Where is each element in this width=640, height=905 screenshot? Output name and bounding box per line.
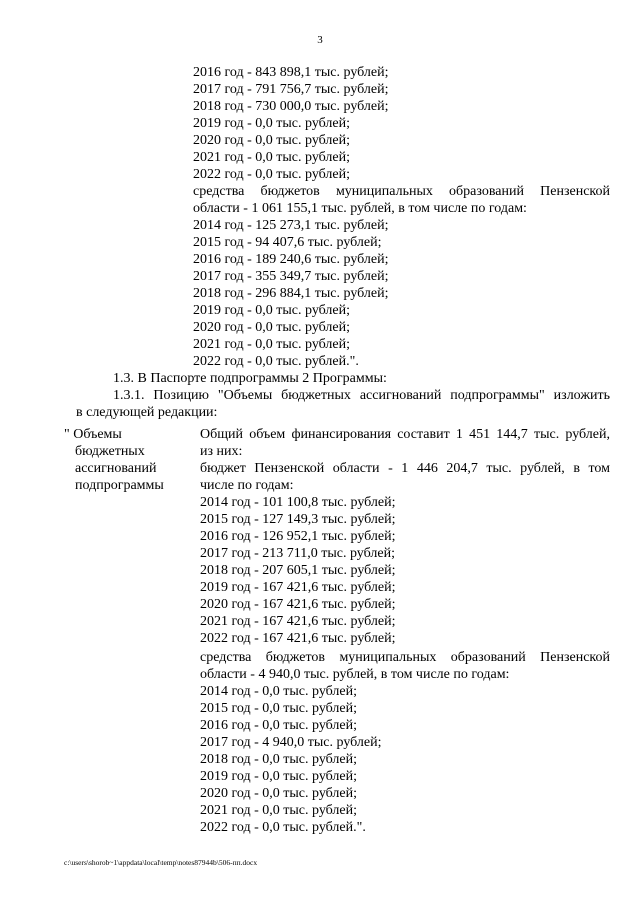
position-label: подпрограммы xyxy=(75,478,164,493)
list-item: 2022 год - 0,0 тыс. рублей; xyxy=(193,167,351,182)
list-item: 2014 год - 0,0 тыс. рублей; xyxy=(200,684,358,699)
list-item: 2016 год - 189 240,6 тыс. рублей; xyxy=(193,252,389,267)
list-item: 2015 год - 94 407,6 тыс. рублей; xyxy=(193,235,382,250)
list-item: 2019 год - 167 421,6 тыс. рублей; xyxy=(200,580,396,595)
regional-budget: числе по годам: xyxy=(200,478,294,493)
list-item: 2015 год - 0,0 тыс. рублей; xyxy=(200,701,358,716)
list-item: 2021 год - 0,0 тыс. рублей; xyxy=(200,803,358,818)
list-item: 2021 год - 167 421,6 тыс. рублей; xyxy=(200,614,396,629)
list-item: 2019 год - 0,0 тыс. рублей; xyxy=(200,769,358,784)
list-item: 2018 год - 296 884,1 тыс. рублей; xyxy=(193,286,389,301)
position-label: " Объемы xyxy=(64,427,122,442)
list-item: 2016 год - 0,0 тыс. рублей; xyxy=(200,718,358,733)
list-item: 2018 год - 207 605,1 тыс. рублей; xyxy=(200,563,396,578)
section-heading: 1.3. В Паспорте подпрограммы 2 Программы: xyxy=(113,371,387,386)
regional-budget: бюджет Пензенской области - 1 446 204,7 тыс. рублей, в том xyxy=(200,461,610,476)
list-item: 2019 год - 0,0 тыс. рублей; xyxy=(193,303,351,318)
list-item: 2022 год - 0,0 тыс. рублей.". xyxy=(200,820,366,835)
list-item: 2021 год - 0,0 тыс. рублей; xyxy=(193,337,351,352)
list-item: 2018 год - 730 000,0 тыс. рублей; xyxy=(193,99,389,114)
list-item: 2015 год - 127 149,3 тыс. рублей; xyxy=(200,512,396,527)
file-path-footer: c:\users\shorob~1\appdata\local\temp\notes87944b\506-пп.docx xyxy=(64,858,258,867)
list-item: 2017 год - 4 940,0 тыс. рублей; xyxy=(200,735,382,750)
section-text: в следующей редакции: xyxy=(76,405,218,420)
list-item: 2017 год - 791 756,7 тыс. рублей; xyxy=(193,82,389,97)
list-item: 2018 год - 0,0 тыс. рублей; xyxy=(200,752,358,767)
section-text: 1.3.1. Позицию "Объемы бюджетных ассигнований подпрограммы" изложить xyxy=(113,388,610,403)
list-item: 2020 год - 167 421,6 тыс. рублей; xyxy=(200,597,396,612)
list-item: 2016 год - 126 952,1 тыс. рублей; xyxy=(200,529,396,544)
list-item: 2021 год - 0,0 тыс. рублей; xyxy=(193,150,351,165)
list-item: 2019 год - 0,0 тыс. рублей; xyxy=(193,116,351,131)
list-item: 2017 год - 213 711,0 тыс. рублей; xyxy=(200,546,395,561)
list-item: 2014 год - 101 100,8 тыс. рублей; xyxy=(200,495,396,510)
list-item: 2016 год - 843 898,1 тыс. рублей; xyxy=(193,65,389,80)
municipal-funds-total: области - 4 940,0 тыс. рублей, в том числе по годам: xyxy=(200,667,510,682)
list-item: 2020 год - 0,0 тыс. рублей; xyxy=(193,320,351,335)
municipal-funds-line: средства бюджетов муниципальных образований Пензенской xyxy=(193,184,610,199)
position-label: бюджетных xyxy=(75,444,145,459)
municipal-funds-total: области - 1 061 155,1 тыс. рублей, в том числе по годам: xyxy=(193,201,527,216)
list-item: 2014 год - 125 273,1 тыс. рублей; xyxy=(193,218,389,233)
list-item: 2020 год - 0,0 тыс. рублей; xyxy=(200,786,358,801)
total-financing: Общий объем финансирования составит 1 451 144,7 тыс. рублей, xyxy=(200,427,610,442)
list-item: 2022 год - 0,0 тыс. рублей.". xyxy=(193,354,359,369)
municipal-funds-line: средства бюджетов муниципальных образований Пензенской xyxy=(200,650,610,665)
list-item: 2020 год - 0,0 тыс. рублей; xyxy=(193,133,351,148)
position-label: ассигнований xyxy=(75,461,157,476)
list-item: 2017 год - 355 349,7 тыс. рублей; xyxy=(193,269,389,284)
list-item: 2022 год - 167 421,6 тыс. рублей; xyxy=(200,631,396,646)
page-number: 3 xyxy=(317,34,323,46)
total-financing: из них: xyxy=(200,444,243,459)
